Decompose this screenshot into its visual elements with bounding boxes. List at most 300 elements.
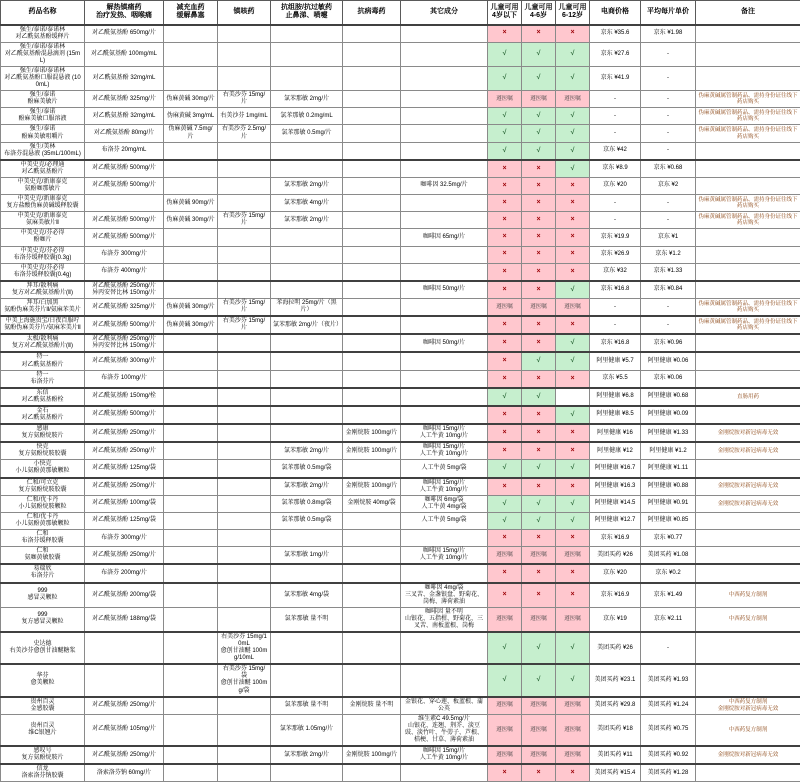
cell-avg-unit-price[interactable]: 阿里健康 ¥1.33	[641, 424, 696, 442]
cell-avg-unit-price[interactable]: 美团买药 ¥1.08	[641, 547, 696, 565]
cell-note[interactable]	[696, 263, 800, 281]
cell-note[interactable]: 中西药复方制剂 金刚烷胺对新冠病毒无效	[696, 697, 800, 715]
cell-drug-name[interactable]: 感康 复方氨酚烷胺片	[1, 424, 85, 442]
cell-drug-name[interactable]: 仁和/可立克 复方氨酚烷胺胶囊	[1, 478, 85, 496]
cell-avg-unit-price[interactable]: 美团买药 ¥0.75	[641, 714, 696, 746]
cell-avg-unit-price[interactable]: 阿里健康 ¥0.85	[641, 512, 696, 529]
cell-other-ingredients[interactable]	[401, 352, 488, 370]
cell-kids-6-12[interactable]: ×	[556, 583, 590, 608]
column-header-avg-unit-price[interactable]: 平均每片单价	[641, 1, 696, 25]
cell-antiviral[interactable]: 金刚烷胺 100mg/片	[343, 478, 401, 496]
cell-other-ingredients[interactable]	[401, 299, 488, 317]
cell-kids-under4[interactable]: √	[488, 125, 522, 142]
cell-antiviral[interactable]	[343, 512, 401, 529]
cell-kids-6-12[interactable]: ×	[556, 246, 590, 263]
cell-antipyretic[interactable]: 对乙酰氨基酚 250mg/片	[85, 697, 164, 715]
cell-antihistamine[interactable]: 氯苯那敏 1mg/片	[271, 547, 343, 565]
cell-decongestant[interactable]	[164, 632, 218, 664]
cell-drug-name[interactable]: 仁和 氨咖黄敏胶囊	[1, 547, 85, 565]
cell-kids-4-6[interactable]: ×	[522, 583, 556, 608]
cell-drug-name[interactable]: 中美史克/新康泰克 氨酚咖那敏片	[1, 177, 85, 194]
cell-drug-name[interactable]: 强生/泰诺 酚麻美敏片	[1, 91, 85, 108]
column-header-other-ingredients[interactable]: 其它成分	[401, 1, 488, 25]
cell-decongestant[interactable]	[164, 177, 218, 194]
cell-antiviral[interactable]	[343, 212, 401, 229]
cell-kids-under4[interactable]: ×	[488, 212, 522, 229]
cell-kids-4-6[interactable]: √	[522, 108, 556, 125]
cell-kids-6-12[interactable]: ×	[556, 195, 590, 212]
cell-note[interactable]	[696, 281, 800, 299]
cell-kids-under4[interactable]: √	[488, 460, 522, 478]
column-header-kids-under4[interactable]: 儿童可用 4岁以下	[488, 1, 522, 25]
cell-antiviral[interactable]	[343, 108, 401, 125]
cell-antiviral[interactable]	[343, 246, 401, 263]
cell-price[interactable]: -	[590, 316, 641, 334]
cell-antitussive[interactable]	[218, 195, 271, 212]
cell-kids-under4[interactable]: ×	[488, 281, 522, 299]
cell-antitussive[interactable]	[218, 607, 271, 632]
cell-antitussive[interactable]	[218, 495, 271, 512]
cell-other-ingredients[interactable]	[401, 370, 488, 388]
cell-price[interactable]: 京东 ¥20	[590, 177, 641, 194]
cell-antihistamine[interactable]: 氯苯那敏 2mg/片（夜片）	[271, 316, 343, 334]
cell-antihistamine[interactable]: 氯苯那敏 4mg/袋	[271, 583, 343, 608]
cell-avg-unit-price[interactable]: -	[641, 91, 696, 108]
cell-price[interactable]: 美团买药 ¥26	[590, 547, 641, 565]
cell-antitussive[interactable]	[218, 697, 271, 715]
cell-decongestant[interactable]	[164, 460, 218, 478]
cell-kids-4-6[interactable]: ×	[522, 246, 556, 263]
cell-drug-name[interactable]: 史达德 右美沙芬愈创甘油醚糖浆	[1, 632, 85, 664]
cell-antipyretic[interactable]: 对乙酰氨基酚 250mg/片	[85, 424, 164, 442]
cell-avg-unit-price[interactable]: -	[641, 42, 696, 66]
cell-drug-name[interactable]: 999 复方感冒灵颗粒	[1, 607, 85, 632]
cell-avg-unit-price[interactable]: 阿里健康 ¥0.06	[641, 352, 696, 370]
cell-antitussive[interactable]	[218, 352, 271, 370]
cell-antiviral[interactable]	[343, 160, 401, 178]
cell-antipyretic[interactable]: 对乙酰氨基酚 32mg/mL	[85, 66, 164, 90]
cell-antipyretic[interactable]: 对乙酰氨基酚 125mg/袋	[85, 512, 164, 529]
cell-kids-6-12[interactable]: √	[556, 512, 590, 529]
cell-antiviral[interactable]	[343, 281, 401, 299]
cell-kids-4-6[interactable]: √	[522, 352, 556, 370]
cell-other-ingredients[interactable]: 人工牛黄 5mg/袋	[401, 512, 488, 529]
cell-kids-4-6[interactable]: 遵医嘱	[522, 299, 556, 317]
cell-antiviral[interactable]	[343, 547, 401, 565]
cell-other-ingredients[interactable]	[401, 25, 488, 43]
cell-price[interactable]: -	[590, 125, 641, 142]
cell-kids-under4[interactable]: ×	[488, 229, 522, 246]
cell-avg-unit-price[interactable]: 京东 ¥0.84	[641, 281, 696, 299]
cell-note[interactable]: 金刚烷胺对新冠病毒无效	[696, 442, 800, 460]
cell-drug-name[interactable]: 中美史克/芬必得 布洛芬缓释胶囊(0.3g)	[1, 246, 85, 263]
cell-avg-unit-price[interactable]: -	[641, 66, 696, 90]
cell-antipyretic[interactable]: 布洛芬 200mg/片	[85, 564, 164, 582]
cell-antihistamine[interactable]	[271, 263, 343, 281]
cell-antipyretic[interactable]	[85, 195, 164, 212]
cell-avg-unit-price[interactable]: -	[641, 632, 696, 664]
cell-note[interactable]: 伪麻黄碱属管制药品、需持身份证往线下药店购买	[696, 316, 800, 334]
cell-kids-under4[interactable]: ×	[488, 352, 522, 370]
cell-decongestant[interactable]: 伪麻黄碱 3mg/mL	[164, 108, 218, 125]
cell-antipyretic[interactable]: 布洛芬 100mg/片	[85, 370, 164, 388]
cell-drug-name[interactable]: 中美史克/芬必得 布洛芬缓释胶囊(0.4g)	[1, 263, 85, 281]
cell-price[interactable]: 京东 ¥16.9	[590, 583, 641, 608]
cell-price[interactable]: 美团买药 ¥11	[590, 746, 641, 764]
cell-antipyretic[interactable]: 对乙酰氨基酚 500mg/片	[85, 406, 164, 424]
cell-kids-6-12[interactable]: ×	[556, 564, 590, 582]
cell-kids-6-12[interactable]: 遵医嘱	[556, 299, 590, 317]
cell-kids-4-6[interactable]: ×	[522, 177, 556, 194]
cell-kids-under4[interactable]: √	[488, 42, 522, 66]
cell-antiviral[interactable]	[343, 530, 401, 547]
cell-decongestant[interactable]	[164, 160, 218, 178]
cell-kids-6-12[interactable]: ×	[556, 370, 590, 388]
cell-kids-4-6[interactable]: ×	[522, 25, 556, 43]
cell-kids-4-6[interactable]: ×	[522, 229, 556, 246]
cell-note[interactable]	[696, 764, 800, 782]
cell-decongestant[interactable]	[164, 281, 218, 299]
cell-note[interactable]: 金刚烷胺对新冠病毒无效	[696, 746, 800, 764]
cell-price[interactable]: 阿里健康 ¥12	[590, 442, 641, 460]
cell-avg-unit-price[interactable]: -	[641, 316, 696, 334]
column-header-antiviral[interactable]: 抗病毒药	[343, 1, 401, 25]
cell-price[interactable]: 京东 ¥16.9	[590, 530, 641, 547]
cell-antipyretic[interactable]: 对乙酰氨基酚 100mg/袋	[85, 495, 164, 512]
cell-antihistamine[interactable]: 氯苯那敏 0.5mg/袋	[271, 460, 343, 478]
cell-antiviral[interactable]	[343, 607, 401, 632]
cell-antiviral[interactable]	[343, 177, 401, 194]
cell-other-ingredients[interactable]: 维生素C 49.5mg/片 山银花、连翘、荆芥、淡豆豉、淡竹叶、牛蒡子、芦根、桔梗、甘草、薄荷素油	[401, 714, 488, 746]
cell-antitussive[interactable]	[218, 370, 271, 388]
cell-note[interactable]: 伪麻黄碱属管制药品、需持身份证往线下药店购买	[696, 91, 800, 108]
cell-antitussive[interactable]	[218, 406, 271, 424]
cell-antipyretic[interactable]: 对乙酰氨基酚 250mg/片 异丙安替比林 150mg/片	[85, 334, 164, 352]
cell-price[interactable]: 京东 ¥16.8	[590, 334, 641, 352]
cell-avg-unit-price[interactable]: 美团买药 ¥0.92	[641, 746, 696, 764]
cell-antihistamine[interactable]: 氯苯那敏 量不明	[271, 697, 343, 715]
cell-antipyretic[interactable]: 对乙酰氨基酚 500mg/片	[85, 177, 164, 194]
cell-note[interactable]: 金刚烷胺对新冠病毒无效	[696, 495, 800, 512]
cell-other-ingredients[interactable]	[401, 246, 488, 263]
cell-price[interactable]: 阿里健康 ¥16	[590, 424, 641, 442]
cell-kids-6-12[interactable]: √	[556, 352, 590, 370]
cell-kids-4-6[interactable]: √	[522, 125, 556, 142]
cell-antitussive[interactable]	[218, 142, 271, 160]
cell-kids-under4[interactable]: √	[488, 512, 522, 529]
cell-note[interactable]	[696, 530, 800, 547]
cell-antiviral[interactable]: 金刚烷胺 40mg/袋	[343, 495, 401, 512]
cell-antihistamine[interactable]	[271, 42, 343, 66]
cell-antitussive[interactable]	[218, 229, 271, 246]
cell-kids-4-6[interactable]: ×	[522, 424, 556, 442]
cell-kids-4-6[interactable]: √	[522, 142, 556, 160]
cell-avg-unit-price[interactable]: 京东 ¥0.68	[641, 160, 696, 178]
cell-other-ingredients[interactable]	[401, 664, 488, 696]
cell-kids-under4[interactable]: 遵医嘱	[488, 714, 522, 746]
cell-antitussive[interactable]: 右美沙芬 2.5mg/片	[218, 125, 271, 142]
cell-other-ingredients[interactable]: 咖啡因 15mg/片 人工牛黄 10mg/片	[401, 547, 488, 565]
cell-avg-unit-price[interactable]: 京东 ¥0.96	[641, 334, 696, 352]
cell-antipyretic[interactable]: 对乙酰氨基酚 125mg/袋	[85, 460, 164, 478]
cell-avg-unit-price[interactable]: 京东 ¥0.06	[641, 370, 696, 388]
cell-antiviral[interactable]	[343, 316, 401, 334]
cell-kids-under4[interactable]: ×	[488, 406, 522, 424]
cell-avg-unit-price[interactable]: 京东 ¥1	[641, 229, 696, 246]
cell-antitussive[interactable]	[218, 460, 271, 478]
cell-price[interactable]: 京东 ¥16.8	[590, 281, 641, 299]
cell-price[interactable]: 美团买药 ¥18	[590, 714, 641, 746]
cell-drug-name[interactable]: 中美史克/芬必得 酚咖片	[1, 229, 85, 246]
cell-decongestant[interactable]	[164, 142, 218, 160]
cell-note[interactable]: 直肠用药	[696, 388, 800, 406]
cell-price[interactable]: -	[590, 108, 641, 125]
cell-kids-4-6[interactable]: ×	[522, 564, 556, 582]
cell-price[interactable]: 阿里健康 ¥5.7	[590, 352, 641, 370]
cell-antitussive[interactable]	[218, 177, 271, 194]
cell-antipyretic[interactable]: 对乙酰氨基酚 500mg/片	[85, 160, 164, 178]
cell-decongestant[interactable]	[164, 530, 218, 547]
cell-antipyretic[interactable]	[85, 632, 164, 664]
cell-kids-under4[interactable]: ×	[488, 177, 522, 194]
cell-drug-name[interactable]: 强生/泰诺 酚麻美敏口服溶液	[1, 108, 85, 125]
cell-antihistamine[interactable]: 氯苯那敏 2mg/片	[271, 442, 343, 460]
cell-drug-name[interactable]: 中美上海施贵宝/日夜百服咛 氨酚伪麻美芬片/氨麻苯美片Ⅱ	[1, 316, 85, 334]
cell-antipyretic[interactable]: 对乙酰氨基酚 250mg/片	[85, 746, 164, 764]
cell-antihistamine[interactable]: 氯苯那敏 2mg/片	[271, 212, 343, 229]
cell-avg-unit-price[interactable]: 京东 ¥1.98	[641, 25, 696, 43]
cell-antiviral[interactable]: 金刚烷胺 100mg/片	[343, 424, 401, 442]
column-header-antihistamine[interactable]: 抗组胺/抗过敏药 止鼻涕、喷嚏	[271, 1, 343, 25]
cell-drug-name[interactable]: 强生/泰诺 酚麻美敏咀嚼片	[1, 125, 85, 142]
cell-price[interactable]: 京东 ¥5.5	[590, 370, 641, 388]
cell-antiviral[interactable]	[343, 142, 401, 160]
cell-kids-under4[interactable]: ×	[488, 195, 522, 212]
cell-drug-name[interactable]: 中美史克/新康泰克 氨麻美敏片Ⅱ	[1, 212, 85, 229]
cell-antipyretic[interactable]: 对乙酰氨基酚 325mg/片	[85, 91, 164, 108]
cell-kids-4-6[interactable]: 遵医嘱	[522, 607, 556, 632]
cell-antipyretic[interactable]: 布洛芬 20mg/mL	[85, 142, 164, 160]
cell-kids-6-12[interactable]: ×	[556, 212, 590, 229]
cell-antihistamine[interactable]: 氯苯那敏 量不明	[271, 607, 343, 632]
cell-avg-unit-price[interactable]: -	[641, 125, 696, 142]
cell-antipyretic[interactable]: 对乙酰氨基酚 250mg/片	[85, 478, 164, 496]
cell-antitussive[interactable]	[218, 246, 271, 263]
cell-kids-6-12[interactable]: 遵医嘱	[556, 91, 590, 108]
cell-other-ingredients[interactable]: 咖啡因 6mg/袋 人工牛黄 4mg/袋	[401, 495, 488, 512]
cell-note[interactable]	[696, 664, 800, 696]
cell-note[interactable]	[696, 25, 800, 43]
cell-kids-under4[interactable]: 遵医嘱	[488, 299, 522, 317]
cell-note[interactable]: 伪麻黄碱属管制药品、需持身份证往线下药店购买	[696, 108, 800, 125]
cell-antiviral[interactable]	[343, 229, 401, 246]
cell-drug-name[interactable]: 强生/美林 布洛芬混悬液 (35mL/100mL)	[1, 142, 85, 160]
cell-price[interactable]: 京东 ¥27.6	[590, 42, 641, 66]
cell-other-ingredients[interactable]: 咖啡因 15mg/片 人工牛黄 10mg/片	[401, 442, 488, 460]
cell-avg-unit-price[interactable]: 京东 ¥1.33	[641, 263, 696, 281]
cell-decongestant[interactable]	[164, 495, 218, 512]
cell-antihistamine[interactable]	[271, 764, 343, 782]
cell-kids-6-12[interactable]: √	[556, 632, 590, 664]
cell-kids-4-6[interactable]: ×	[522, 316, 556, 334]
cell-kids-under4[interactable]: ×	[488, 370, 522, 388]
cell-antihistamine[interactable]: 氯苯那敏 1.05mg/片	[271, 714, 343, 746]
cell-decongestant[interactable]	[164, 334, 218, 352]
cell-kids-4-6[interactable]: 遵医嘱	[522, 697, 556, 715]
cell-decongestant[interactable]	[164, 352, 218, 370]
cell-kids-4-6[interactable]: ×	[522, 478, 556, 496]
cell-antihistamine[interactable]: 氯苯那敏 0.5mg/袋	[271, 512, 343, 529]
cell-kids-6-12[interactable]: ×	[556, 25, 590, 43]
cell-kids-6-12[interactable]: ×	[556, 424, 590, 442]
cell-note[interactable]	[696, 547, 800, 565]
cell-kids-4-6[interactable]: √	[522, 664, 556, 696]
column-header-note[interactable]: 备注	[696, 1, 800, 25]
cell-kids-6-12[interactable]: ×	[556, 478, 590, 496]
cell-antipyretic[interactable]: 对乙酰氨基酚 200mg/袋	[85, 583, 164, 608]
cell-avg-unit-price[interactable]: 美团买药 ¥1.24	[641, 697, 696, 715]
cell-kids-4-6[interactable]: ×	[522, 263, 556, 281]
cell-kids-6-12[interactable]: √	[556, 281, 590, 299]
cell-antipyretic[interactable]: 布洛芬 400mg/片	[85, 263, 164, 281]
cell-antihistamine[interactable]	[271, 388, 343, 406]
cell-antiviral[interactable]	[343, 370, 401, 388]
cell-kids-4-6[interactable]: 遵医嘱	[522, 91, 556, 108]
cell-note[interactable]	[696, 66, 800, 90]
cell-antihistamine[interactable]	[271, 424, 343, 442]
cell-antipyretic[interactable]: 对乙酰氨基酚 80mg/片	[85, 125, 164, 142]
cell-other-ingredients[interactable]: 咖啡因 50mg/片	[401, 334, 488, 352]
cell-kids-under4[interactable]: ×	[488, 334, 522, 352]
cell-avg-unit-price[interactable]: 阿里健康 ¥0.09	[641, 406, 696, 424]
cell-other-ingredients[interactable]: 咖啡因 65mg/片	[401, 229, 488, 246]
cell-decongestant[interactable]	[164, 564, 218, 582]
cell-avg-unit-price[interactable]: -	[641, 212, 696, 229]
cell-kids-6-12[interactable]: ×	[556, 263, 590, 281]
cell-kids-4-6[interactable]: √	[522, 388, 556, 406]
cell-other-ingredients[interactable]: 咖啡因 15mg/片 人工牛黄 10mg/片	[401, 424, 488, 442]
cell-antitussive[interactable]: 右美沙芬 15mg/10mL 愈创甘油醚 100mg/10mL	[218, 632, 271, 664]
cell-antihistamine[interactable]	[271, 66, 343, 90]
cell-antipyretic[interactable]: 对乙酰氨基酚 500mg/片	[85, 229, 164, 246]
cell-kids-4-6[interactable]: 遵医嘱	[522, 714, 556, 746]
cell-antihistamine[interactable]	[271, 142, 343, 160]
cell-avg-unit-price[interactable]: 京东 ¥0.2	[641, 564, 696, 582]
cell-antihistamine[interactable]	[271, 406, 343, 424]
cell-note[interactable]	[696, 512, 800, 529]
cell-drug-name[interactable]: 强生/泰诺/泰诺林 对乙酰氨基酚混悬滴剂 (15mL)	[1, 42, 85, 66]
cell-price[interactable]: -	[590, 299, 641, 317]
cell-other-ingredients[interactable]: 咖啡因 4mg/袋 三叉苦、金盏银盘、野菊花、岗梅、薄荷素油	[401, 583, 488, 608]
cell-drug-name[interactable]: 感叹号 复方氨酚烷胺片	[1, 746, 85, 764]
cell-kids-6-12[interactable]: √	[556, 108, 590, 125]
cell-antitussive[interactable]	[218, 547, 271, 565]
cell-antitussive[interactable]	[218, 478, 271, 496]
cell-kids-under4[interactable]: √	[488, 664, 522, 696]
cell-antihistamine[interactable]	[271, 352, 343, 370]
cell-antihistamine[interactable]	[271, 25, 343, 43]
cell-antipyretic[interactable]: 对乙酰氨基酚 500mg/片	[85, 316, 164, 334]
cell-antitussive[interactable]	[218, 442, 271, 460]
cell-antihistamine[interactable]	[271, 334, 343, 352]
cell-kids-4-6[interactable]: ×	[522, 370, 556, 388]
cell-price[interactable]: 阿里健康 ¥16.7	[590, 460, 641, 478]
cell-antihistamine[interactable]: 氯苯那敏 0.5mg/片	[271, 125, 343, 142]
cell-kids-4-6[interactable]: √	[522, 495, 556, 512]
cell-other-ingredients[interactable]: 咖啡因 量不明 山银花、五指柑、野菊花、三叉苦、南板蓝根、岗梅	[401, 607, 488, 632]
cell-avg-unit-price[interactable]: 京东 ¥2	[641, 177, 696, 194]
cell-decongestant[interactable]	[164, 746, 218, 764]
cell-decongestant[interactable]	[164, 714, 218, 746]
cell-price[interactable]: -	[590, 212, 641, 229]
cell-antiviral[interactable]	[343, 125, 401, 142]
cell-price[interactable]: 美团买药 ¥23.1	[590, 664, 641, 696]
cell-other-ingredients[interactable]	[401, 195, 488, 212]
cell-kids-6-12[interactable]: 遵医嘱	[556, 607, 590, 632]
cell-avg-unit-price[interactable]: 京东 ¥1.49	[641, 583, 696, 608]
cell-other-ingredients[interactable]	[401, 764, 488, 782]
cell-antitussive[interactable]	[218, 512, 271, 529]
cell-antitussive[interactable]: 右美沙芬 15mg/片	[218, 212, 271, 229]
cell-kids-under4[interactable]: √	[488, 388, 522, 406]
cell-decongestant[interactable]	[164, 406, 218, 424]
cell-drug-name[interactable]: 小快克 小儿氨酚黄那敏颗粒	[1, 460, 85, 478]
cell-antiviral[interactable]	[343, 91, 401, 108]
cell-price[interactable]: 京东 ¥26.9	[590, 246, 641, 263]
cell-kids-6-12[interactable]: √	[556, 160, 590, 178]
cell-antihistamine[interactable]	[271, 229, 343, 246]
cell-antihistamine[interactable]	[271, 530, 343, 547]
cell-drug-name[interactable]: 金石 对乙酰氨基酚片	[1, 406, 85, 424]
cell-decongestant[interactable]: 伪麻黄碱 7.5mg/片	[164, 125, 218, 142]
cell-kids-4-6[interactable]: ×	[522, 195, 556, 212]
cell-antipyretic[interactable]: 对乙酰氨基酚 500mg/片	[85, 212, 164, 229]
cell-antitussive[interactable]	[218, 583, 271, 608]
cell-antiviral[interactable]	[343, 66, 401, 90]
cell-other-ingredients[interactable]: 咖啡因 15mg/片 人工牛黄 10mg/片	[401, 746, 488, 764]
cell-antipyretic[interactable]: 对乙酰氨基酚 250mg/片	[85, 442, 164, 460]
cell-antitussive[interactable]: 右美沙芬 15mg/袋 愈创甘油醚 100mg/袋	[218, 664, 271, 696]
cell-antipyretic[interactable]: 布洛芬 300mg/片	[85, 246, 164, 263]
cell-antitussive[interactable]: 右美沙芬 1mg/mL	[218, 108, 271, 125]
cell-antitussive[interactable]	[218, 714, 271, 746]
cell-antitussive[interactable]	[218, 424, 271, 442]
cell-price[interactable]: 美团买药 ¥29.8	[590, 697, 641, 715]
cell-kids-6-12[interactable]: ×	[556, 764, 590, 782]
cell-antihistamine[interactable]	[271, 160, 343, 178]
cell-price[interactable]: -	[590, 91, 641, 108]
cell-decongestant[interactable]	[164, 229, 218, 246]
cell-kids-6-12[interactable]: √	[556, 460, 590, 478]
cell-kids-under4[interactable]: √	[488, 108, 522, 125]
cell-antiviral[interactable]	[343, 25, 401, 43]
cell-other-ingredients[interactable]	[401, 42, 488, 66]
cell-kids-under4[interactable]: 遵医嘱	[488, 746, 522, 764]
cell-kids-6-12[interactable]: √	[556, 42, 590, 66]
cell-other-ingredients[interactable]	[401, 316, 488, 334]
cell-decongestant[interactable]	[164, 42, 218, 66]
cell-kids-4-6[interactable]: ×	[522, 406, 556, 424]
cell-antihistamine[interactable]: 氯苯那敏 2mg/片	[271, 746, 343, 764]
cell-drug-name[interactable]: 东信 对乙酰氨基酚栓	[1, 388, 85, 406]
cell-antiviral[interactable]	[343, 42, 401, 66]
cell-antihistamine[interactable]: 氯苯那敏 2mg/片	[271, 478, 343, 496]
cell-drug-name[interactable]: 特一 布洛芬片	[1, 370, 85, 388]
cell-antipyretic[interactable]: 对乙酰氨基酚 105mg/片	[85, 714, 164, 746]
cell-drug-name[interactable]: 信龙 洛索洛芬钠胶囊	[1, 764, 85, 782]
cell-kids-4-6[interactable]: ×	[522, 764, 556, 782]
cell-kids-4-6[interactable]: ×	[522, 160, 556, 178]
